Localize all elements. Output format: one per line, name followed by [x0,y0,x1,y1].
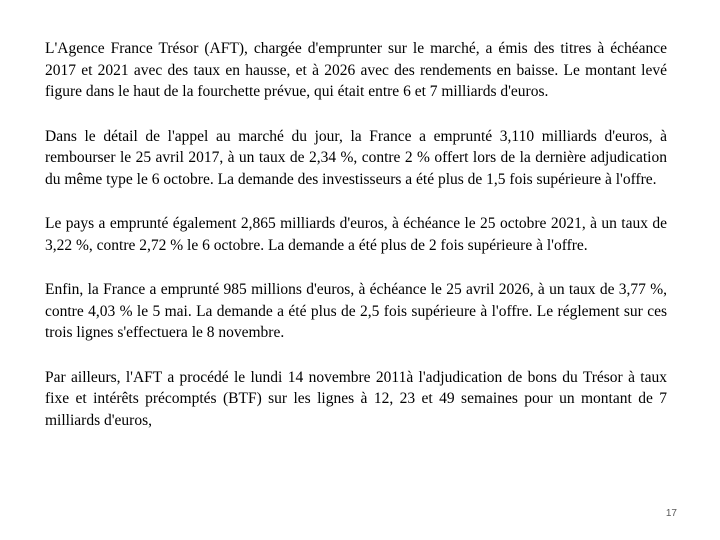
page-number: 17 [665,508,677,519]
slide-body [45,38,667,454]
paragraph-2026-line: Enfin, la France a emprunté 985 millions d'euros, à échéance le 25 avril 2026, à un taux de 3,77 %, contre 4,03 % le 5 mai. La demande a été plus de 2,5 fois supérieure à l'offre. Le réglement sur ces trois lignes s'effectuera le 8 novembre. [45,281,667,341]
paragraph-aft-issuance: L'Agence France Trésor (AFT), chargée d'emprunter sur le marché, a émis des titres à échéance 2017 et 2021 avec des taux en hausse, et à 2026 avec des rendements en baisse. Le montant levé figure dans le haut de la fourchette prévue, qui était entre 6 et 7 milliards d'euros. [45,40,667,100]
paragraph-2021-line: Le pays a emprunté également 2,865 milliards d'euros, à échéance le 25 octobre 2021, à un taux de 3,22 %, contre 2,72 % le 6 octobre. La demande a été plus de 2 fois supérieure à l'offre. [45,215,667,254]
paragraph-btf-auction: Par ailleurs, l'AFT a procédé le lundi 14 novembre 2011à l'adjudication de bons du Trésor à taux fixe et intérêts précomptés (BTF) sur les lignes à 12, 23 et 49 semaines pour un montant de 7 milliards d'euros, [45,368,667,429]
paragraph-2017-line: Dans le détail de l'appel au marché du jour, la France a emprunté 3,110 milliards d'euros, à rembourser le 25 avril 2017, à un taux de 2,34 %, contre 2 % offert lors de la dernière adjudication du même type le 6 octobre. La demande des investisseurs a été plus de 1,5 fois supérieure à l'offre. [45,127,667,188]
